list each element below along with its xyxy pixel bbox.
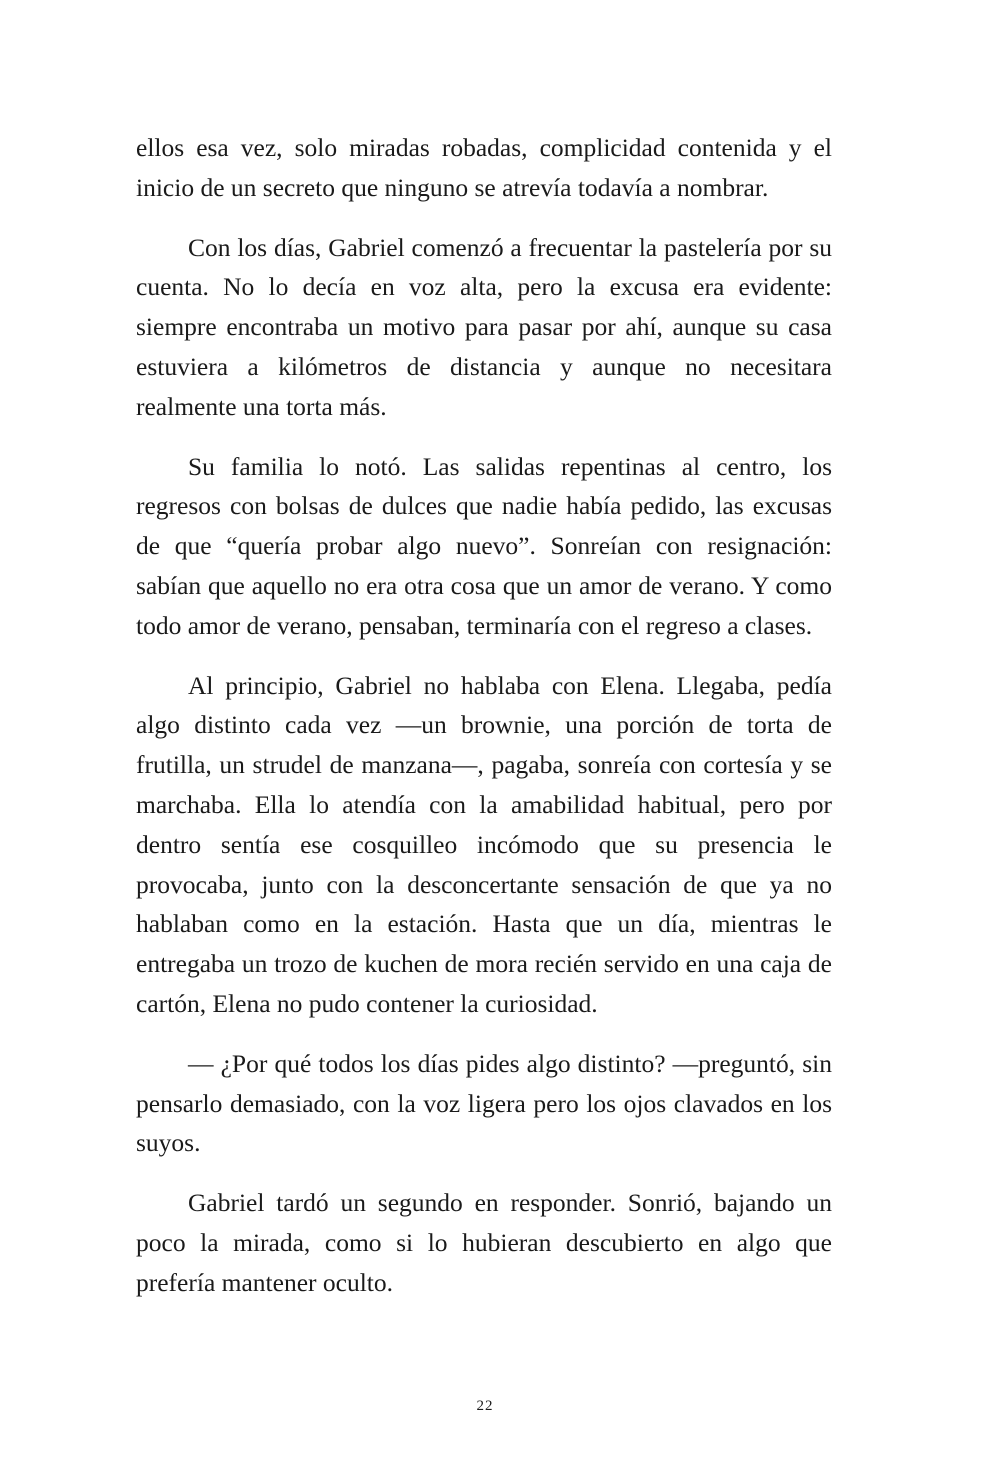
- paragraph: Su familia lo notó. Las salidas repentinas al centro, los regresos con bolsas de dulces que nadie había pedido, las excusas de que “quería probar algo nuevo”. Sonreían con resignación: sabían que aquello no era otra cosa que un amor de verano. Y como todo amor de verano, pensaban, terminaría con el regreso a clases.: [136, 451, 832, 640]
- paragraph: Al principio, Gabriel no hablaba con Elena. Llegaba, pedía algo distinto cada vez —un brownie, una porción de torta de frutilla, un strudel de manzana—, pagaba, sonreía con cortesía y se marchaba. Ella lo atendía con la amabilidad habitual, pero por dentro sentía ese cosquilleo incómodo que su presencia le provocaba, junto con la desconcertante sensación de que ya no hablaban como en la estación. Hasta que un día, mientras le entregaba un trozo de kuchen de mora recién servido en una caja de cartón, Elena no pudo contener la curiosidad.: [136, 670, 832, 1018]
- paragraph: Gabriel tardó un segundo en responder. Sonrió, bajando un poco la mirada, como si lo hubieran descubierto en algo que prefería mantener oculto.: [136, 1188, 832, 1297]
- paragraph: Con los días, Gabriel comenzó a frecuentar la pastelería por su cuenta. No lo decía en voz alta, pero la excusa era evidente: siempre encontraba un motivo para pasar por ahí, aunque su casa estuviera a kilómetros de distancia y aunque no necesitara realmente una torta más.: [136, 232, 832, 421]
- body-text: [136, 128, 832, 1323]
- paragraph-continuation: ellos esa vez, solo miradas robadas, complicidad contenida y el inicio de un secreto que ninguno se atrevía todavía a nombrar.: [136, 133, 832, 202]
- paragraph-dialogue: — ¿Por qué todos los días pides algo distinto? —preguntó, sin pensarlo demasiado, con la voz ligera pero los ojos clavados en los suyos.: [136, 1048, 832, 1158]
- page-number: 22: [476, 1398, 494, 1414]
